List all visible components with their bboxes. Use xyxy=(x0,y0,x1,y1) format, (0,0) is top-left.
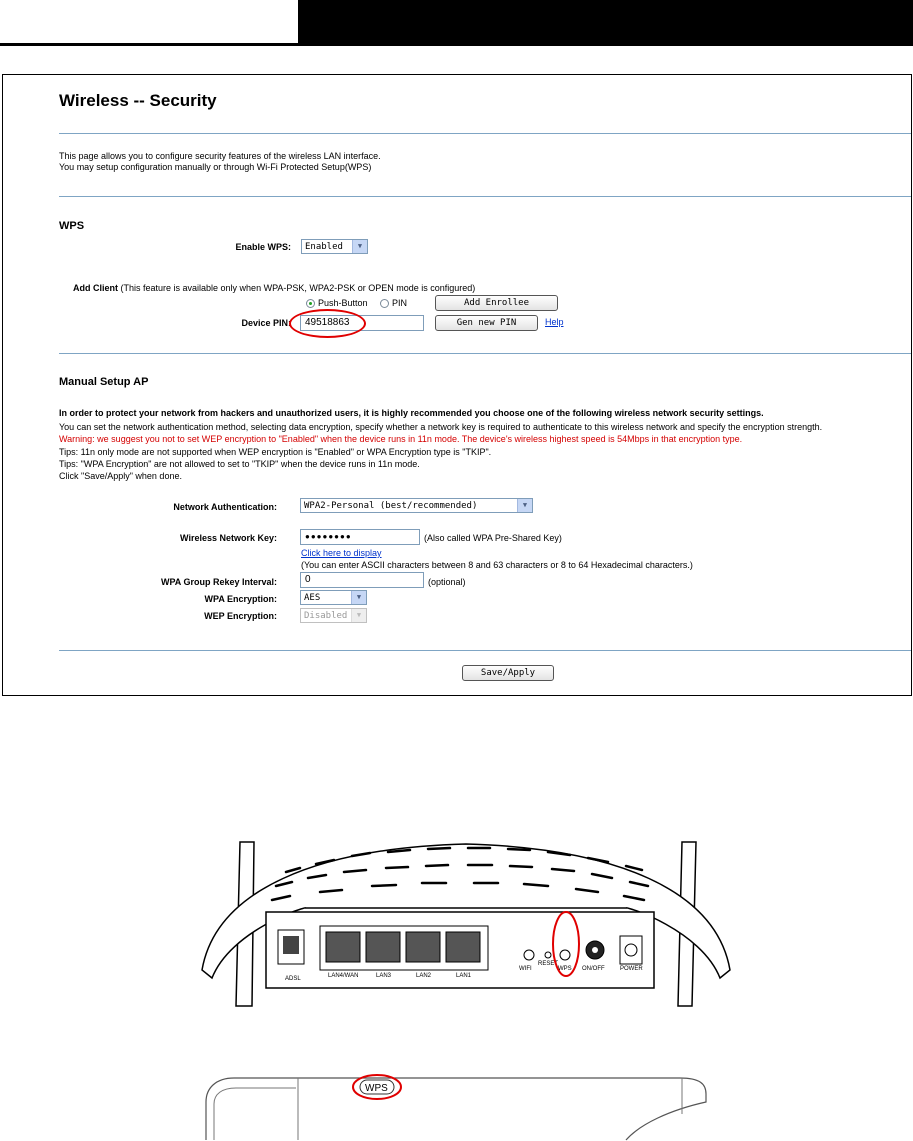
pin-radio[interactable] xyxy=(380,299,389,308)
button-label: WPS xyxy=(558,966,572,972)
save-apply-button[interactable]: Save/Apply xyxy=(462,665,554,681)
header-rule xyxy=(0,43,913,46)
network-auth-select[interactable]: WPA2-Personal (best/recommended) ▼ xyxy=(300,498,533,513)
port-label: LAN4/WAN xyxy=(328,973,359,979)
divider xyxy=(59,353,911,354)
warning-text: Warning: we suggest you not to set WEP encryption to "Enabled" when the device runs in 11n mode. The device's wireless highest speed is 54Mbps in that encryption type. xyxy=(59,434,743,444)
port-label: ADSL xyxy=(285,976,301,982)
device-outline xyxy=(206,1078,706,1140)
wpa-encryption-label: WPA Encryption: xyxy=(204,594,277,604)
pin-label: PIN xyxy=(392,298,408,308)
key-note: (Also called WPA Pre-Shared Key) xyxy=(424,533,562,543)
divider xyxy=(59,650,911,651)
side-wps-label: WPS xyxy=(365,1083,388,1094)
enable-wps-label: Enable WPS: xyxy=(235,242,291,252)
add-client-text: Add Client (This feature is available only when WPA-PSK, WPA2-PSK or OPEN mode is configured) xyxy=(73,283,476,293)
enable-wps-select[interactable]: Enabled ▼ xyxy=(301,239,368,254)
chevron-down-icon: ▼ xyxy=(351,609,366,622)
wep-encryption-label: WEP Encryption: xyxy=(204,611,277,621)
add-enrollee-button[interactable]: Add Enrollee xyxy=(435,295,558,311)
reset-button xyxy=(545,952,551,958)
chevron-down-icon: ▼ xyxy=(352,240,367,253)
wireless-security-panel xyxy=(2,74,912,696)
device-pin-label: Device PIN: xyxy=(241,318,291,328)
lan2-port xyxy=(406,932,440,962)
lan1-port xyxy=(446,932,480,962)
pin-highlight xyxy=(289,309,366,338)
device-side-illustration xyxy=(200,1064,720,1141)
button-label: POWER xyxy=(620,966,643,972)
network-auth-label: Network Authentication: xyxy=(173,502,277,512)
network-key-input[interactable]: ●●●●●●●● xyxy=(300,529,420,545)
lan4-port xyxy=(326,932,360,962)
key-hint: (You can enter ASCII characters between 8 and 63 characters or 8 to 64 Hexadecimal characters.) xyxy=(301,560,693,570)
wep-encryption-select: Disabled ▼ xyxy=(300,608,367,623)
rekey-input[interactable]: 0 xyxy=(300,572,424,588)
tip-1: Tips: 11n only mode are not supported when WEP encryption is "Enabled" or WPA Encryption type is "TKIP". xyxy=(59,447,492,457)
push-button-label: Push-Button xyxy=(318,298,368,308)
wpa-encryption-select[interactable]: AES ▼ xyxy=(300,590,367,605)
port-label: LAN3 xyxy=(376,973,392,979)
rekey-label: WPA Group Rekey Interval: xyxy=(160,577,277,587)
page-title: Wireless -- Security xyxy=(59,91,217,110)
wps-button xyxy=(560,950,570,960)
tip-2: Tips: "WPA Encryption" are not allowed to set to "TKIP" when the device runs in 11n mode. xyxy=(59,459,420,469)
chevron-down-icon: ▼ xyxy=(351,591,366,604)
help-link[interactable]: Help xyxy=(545,317,564,327)
rekey-note: (optional) xyxy=(428,577,466,587)
divider xyxy=(59,196,911,197)
chevron-down-icon: ▼ xyxy=(517,499,532,512)
header-bar xyxy=(298,0,913,43)
save-instruction: Click "Save/Apply" when done. xyxy=(59,471,182,481)
device-pin-input[interactable]: 49518863 xyxy=(300,315,424,331)
power-jack-hole xyxy=(625,944,637,956)
intro-line-2: You may setup configuration manually or through Wi-Fi Protected Setup(WPS) xyxy=(59,162,372,172)
manual-setup-heading: Manual Setup AP xyxy=(59,376,149,388)
button-label: WIFI xyxy=(519,966,532,972)
port-label: LAN1 xyxy=(456,973,472,979)
wps-heading: WPS xyxy=(59,220,85,232)
recommend-text: In order to protect your network from hackers and unauthorized users, it is highly recommended you choose one of the following wireless network security settings. xyxy=(59,408,764,418)
router-rear-illustration xyxy=(196,820,736,1020)
wifi-button xyxy=(524,950,534,960)
adsl-port-jack xyxy=(283,936,299,954)
push-button-radio[interactable] xyxy=(306,299,315,308)
button-label: RESET xyxy=(538,961,559,967)
divider xyxy=(59,133,911,134)
auth-explain-text: You can set the network authentication method, selecting data encryption, specify whether a network key is required to authenticate to this wireless network and specify the encryption strength. xyxy=(59,422,823,432)
network-key-label: Wireless Network Key: xyxy=(180,533,277,543)
on-off-switch-center xyxy=(592,947,598,953)
display-key-link[interactable]: Click here to display xyxy=(301,548,382,558)
button-label: ON/OFF xyxy=(582,966,605,972)
lan3-port xyxy=(366,932,400,962)
intro-line-1: This page allows you to configure security features of the wireless LAN interface. xyxy=(59,151,381,161)
port-label: LAN2 xyxy=(416,973,432,979)
gen-new-pin-button[interactable]: Gen new PIN xyxy=(435,315,538,331)
